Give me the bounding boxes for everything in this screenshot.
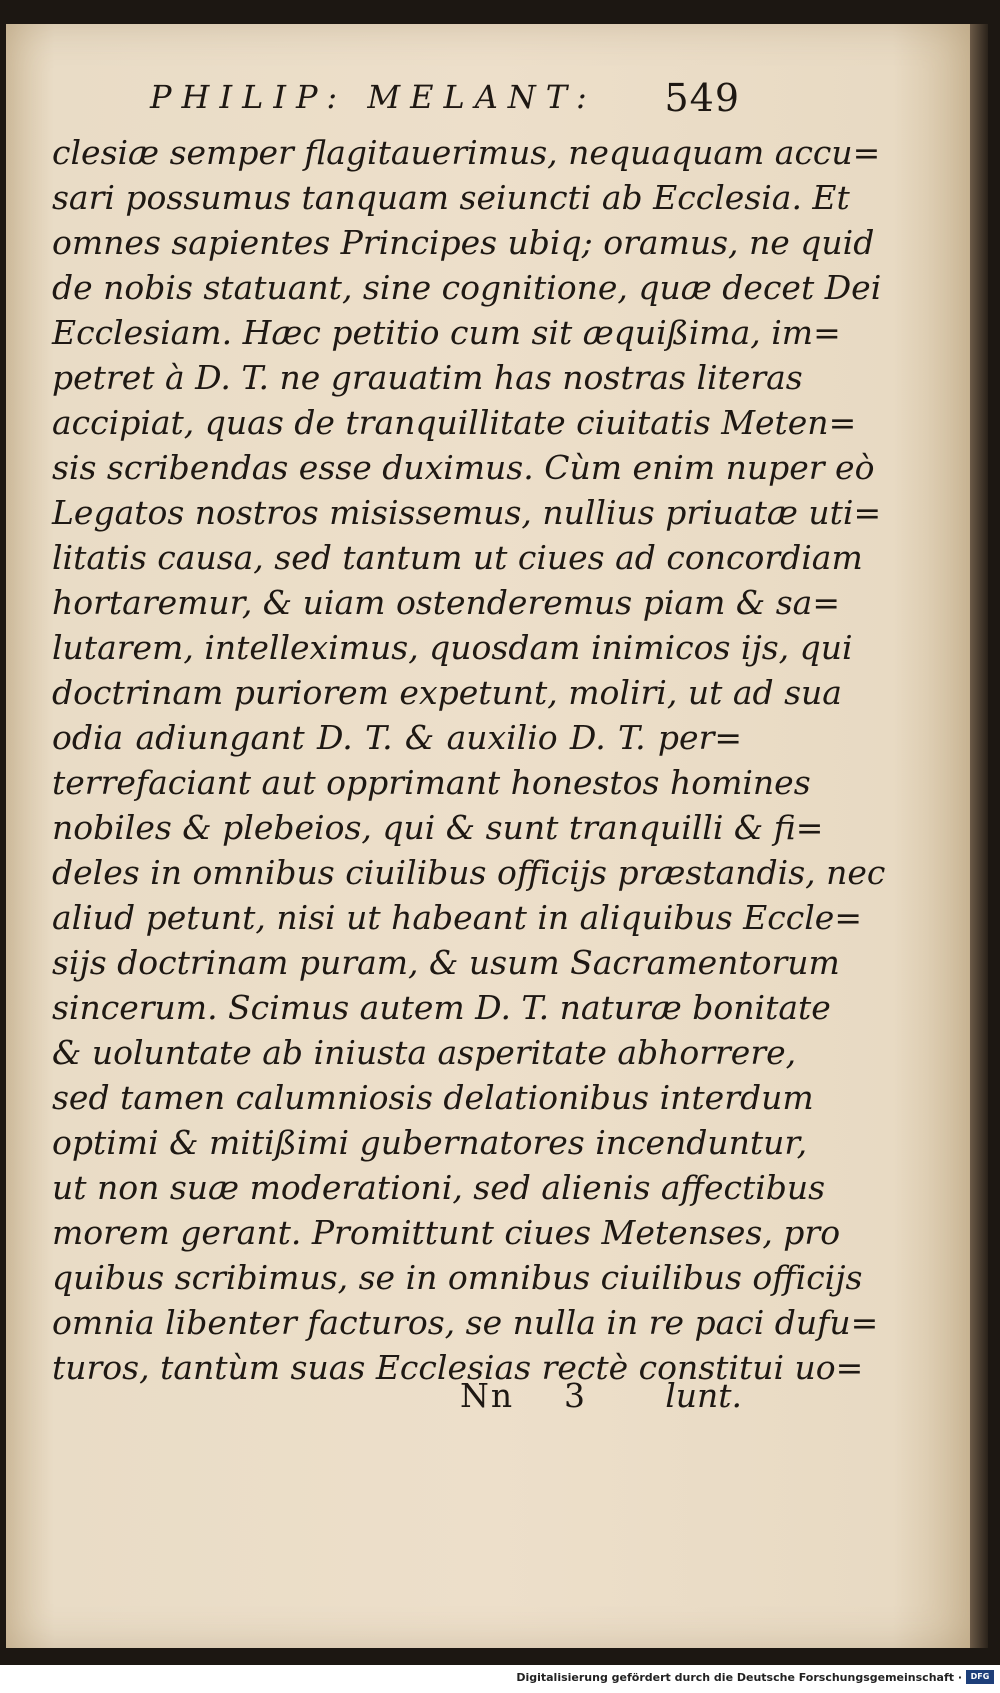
page-number: 549 bbox=[664, 76, 740, 120]
text-line: petret à D. T. ne grauatim has nostras literas bbox=[52, 358, 803, 397]
body-text bbox=[52, 130, 886, 1390]
text-line: sincerum. Scimus autem D. T. naturæ bonitate bbox=[52, 988, 831, 1027]
text-line: ut non suæ moderationi, sed alienis affectibus bbox=[52, 1168, 826, 1207]
text-line: doctrinam puriorem expetunt, moliri, ut ad sua bbox=[52, 673, 842, 712]
signature-number: 3 bbox=[564, 1376, 585, 1415]
text-line: litatis causa, sed tantum ut ciues ad concordiam bbox=[52, 538, 863, 577]
text-line: odia adiungant D. T. & auxilio D. T. per= bbox=[52, 718, 742, 757]
text-line: & uoluntate ab iniusta asperitate abhorrere, bbox=[52, 1033, 797, 1072]
text-line: Ecclesiam. Hæc petitio cum sit æquißima, im= bbox=[52, 313, 841, 352]
text-line: lutarem, intelleximus, quosdam inimicos ijs, qui bbox=[52, 628, 853, 667]
text-line: sijs doctrinam puram, & usum Sacramentorum bbox=[52, 943, 840, 982]
credit-text: Digitalisierung gefördert durch die Deutsche Forschungsgemeinschaft · bbox=[516, 1671, 962, 1684]
text-line: Legatos nostros misissemus, nullius priuatæ uti= bbox=[52, 493, 882, 532]
page-footer bbox=[52, 1376, 742, 1426]
text-line: deles in omnibus ciuilibus officijs præstandis, nec bbox=[52, 853, 886, 892]
signature-mark: Nn bbox=[460, 1376, 515, 1415]
credit-bar bbox=[0, 1665, 1000, 1693]
text-line: quibus scribimus, se in omnibus ciuilibus officijs bbox=[52, 1258, 863, 1297]
text-line: morem gerant. Promittunt ciues Metenses, pro bbox=[52, 1213, 841, 1252]
text-line: turos, tantùm suas Ecclesias rectè constitui uo= bbox=[52, 1348, 864, 1387]
text-line: sis scribendas esse duximus. Cùm enim nuper eò bbox=[52, 448, 875, 487]
running-head: PHILIP: MELANT: bbox=[150, 78, 597, 116]
text-line: aliud petunt, nisi ut habeant in aliquibus Eccle= bbox=[52, 898, 862, 937]
dfg-logo: DFG bbox=[966, 1670, 994, 1684]
text-line: hortaremur, & uiam ostenderemus piam & sa= bbox=[52, 583, 840, 622]
text-line: nobiles & plebeios, qui & sunt tranquilli & fi= bbox=[52, 808, 824, 847]
text-line: omnes sapientes Principes ubiq; oramus, ne quid bbox=[52, 223, 875, 262]
text-line: de nobis statuant, sine cognitione, quæ decet Dei bbox=[52, 268, 882, 307]
page-edge bbox=[970, 24, 988, 1648]
text-line: sed tamen calumniosis delationibus interdum bbox=[52, 1078, 814, 1117]
text-line: optimi & mitißimi gubernatores incenduntur, bbox=[52, 1123, 808, 1162]
text-line: clesiæ semper flagitauerimus, nequaquam accu= bbox=[52, 133, 881, 172]
catchword: lunt. bbox=[665, 1376, 742, 1415]
text-line: sari possumus tanquam seiuncti ab Ecclesia. Et bbox=[52, 178, 850, 217]
page-header bbox=[150, 78, 740, 128]
text-line: omnia libenter facturos, se nulla in re paci dufu= bbox=[52, 1303, 879, 1342]
text-line: accipiat, quas de tranquillitate ciuitatis Meten= bbox=[52, 403, 857, 442]
text-line: terrefaciant aut opprimant honestos homines bbox=[52, 763, 811, 802]
